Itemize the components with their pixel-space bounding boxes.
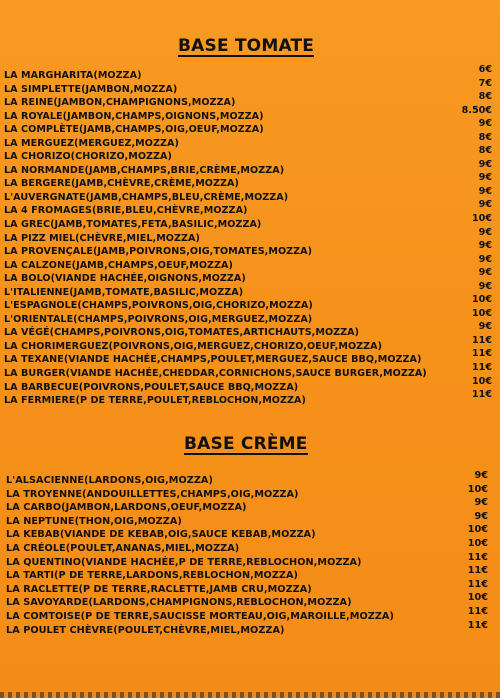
- menu-list-base-tomate: [4, 66, 494, 405]
- menu-item-price: 9€: [474, 497, 488, 509]
- menu-item-price: 9€: [474, 470, 488, 481]
- menu-item-name: LA SAVOYARDE(LARDONS,CHAMPIGNONS,REBLOCHON,MOZZA): [6, 597, 352, 609]
- menu-item: [4, 483, 494, 500]
- menu-item: [4, 296, 494, 310]
- menu-item: [4, 472, 494, 486]
- menu-item-price: 10€: [467, 592, 488, 604]
- menu-item-name: LA TROYENNE(ANDOUILLETTES,CHAMPS,OIG,MOZZA): [6, 488, 299, 500]
- menu-item-price: 10€: [467, 537, 488, 549]
- menu-item-name: L'ALSACIENNE(LARDONS,OIG,MOZZA): [6, 475, 213, 486]
- menu-item-name: LA BOLO(VIANDE HACHÉE,OIGNONS,MOZZA): [4, 273, 246, 285]
- menu-item-price: 9€: [478, 172, 492, 184]
- menu-item-price: 11€: [467, 565, 488, 577]
- menu-item-name: LA VÉGÉ(CHAMPS,POIVRONS,OIG,TOMATES,ARTICHAUTS,MOZZA): [4, 327, 360, 339]
- menu-item: [4, 253, 494, 271]
- menu-item-price: 9€: [478, 185, 492, 197]
- menu-item-name: LA PIZZ MIEL(CHÈVRE,MIEL,MOZZA): [4, 232, 200, 244]
- menu-item: [4, 578, 494, 595]
- menu-item-name: LA MARGHARITA(MOZZA): [4, 70, 142, 81]
- menu-item-price: 8.50€: [461, 104, 492, 116]
- menu-item-name: L'ITALIENNE(JAMB,TOMATE,BASILIC,MOZZA): [4, 286, 244, 298]
- menu-item-name: L'AUVERGNATE(JAMB,CHAMPS,BLEU,CRÈME,MOZZA): [4, 191, 289, 203]
- menu-item-price: 11€: [471, 348, 492, 360]
- menu-item-price: 10€: [467, 524, 488, 536]
- bottom-edge-strip: [0, 692, 500, 698]
- menu-item-price: 11€: [467, 605, 488, 617]
- menu-item-price: 9€: [478, 226, 492, 238]
- menu-item: [4, 66, 494, 80]
- menu-item-name: LA KEBAB(VIANDE DE KEBAB,OIG,SAUCE KEBAB,MOZZA): [6, 529, 316, 541]
- menu-item-price: 11€: [467, 551, 488, 563]
- menu-item: [4, 334, 494, 352]
- menu-item-price: 10€: [471, 213, 492, 225]
- menu-item-price: 9€: [478, 158, 492, 170]
- menu-item-name: LA CHORIZO(CHORIZO,MOZZA): [4, 151, 172, 163]
- menu-item-name: LA TEXANE(VIANDE HACHÉE,CHAMPS,POULET,MERGUEZ,SAUCE BBQ,MOZZA): [4, 354, 422, 366]
- menu-item: [4, 619, 494, 636]
- menu-item-name: LA ROYALE(JAMBON,CHAMPS,OIGNONS,MOZZA): [4, 110, 264, 122]
- menu-item: [4, 269, 494, 283]
- menu-list-base-creme: [4, 472, 494, 635]
- menu-item: [4, 551, 494, 568]
- menu-item-price: 9€: [478, 118, 492, 130]
- menu-item-name: LA CALZONE(JAMB,CHAMPS,OEUF,MOZZA): [4, 259, 233, 271]
- menu-item: [4, 307, 494, 325]
- menu-item-name: LA RACLETTE(P DE TERRE,RACLETTE,JAMB CRU,MOZZA): [6, 583, 312, 595]
- menu-item-name: LA MERGUEZ(MERGUEZ,MOZZA): [4, 137, 179, 149]
- menu-item-name: LA REINE(JAMBON,CHAMPIGNONS,MOZZA): [4, 97, 236, 109]
- menu-item-price: 9€: [478, 267, 492, 279]
- menu-item: [4, 226, 494, 244]
- menu-item-name: LA FERMIERE(P DE TERRE,POULET,REBLOCHON,MOZZA): [4, 395, 306, 407]
- menu-item: [4, 201, 494, 215]
- menu-item-name: L'ORIENTALE(CHAMPS,POIVRONS,OIG,MERGUEZ,MOZZA): [4, 313, 313, 325]
- menu-item-price: 8€: [478, 131, 492, 143]
- menu-item-name: LA BARBECUE(POIVRONS,POULET,SAUCE BBQ,MOZZA): [4, 381, 299, 393]
- menu-item: [4, 215, 494, 229]
- menu-item: [4, 242, 494, 256]
- menu-item-price: 11€: [467, 578, 488, 590]
- menu-item-price: 9€: [478, 280, 492, 292]
- menu-item-price: 9€: [478, 199, 492, 211]
- menu-item-price: 7€: [478, 77, 492, 89]
- menu-item: [4, 174, 494, 188]
- menu-item-price: 8€: [478, 91, 492, 103]
- menu-item-name: LA COMPLÈTE(JAMB,CHAMPS,OIG,OEUF,MOZZA): [4, 124, 264, 136]
- menu-item-name: LA BURGER(VIANDE HACHÉE,CHEDDAR,CORNICHONS,SAUCE BURGER,MOZZA): [4, 368, 427, 380]
- menu-item: [4, 77, 494, 95]
- menu-item: [4, 364, 494, 378]
- menu-item: [4, 147, 494, 161]
- section-title-base-tomate: BASE TOMATE: [178, 36, 315, 56]
- menu-item-name: LA BERGERE(JAMB,CHÈVRE,CRÈME,MOZZA): [4, 178, 239, 190]
- menu-item: [4, 526, 494, 540]
- menu-item: [4, 605, 494, 622]
- menu-item-price: 10€: [471, 307, 492, 319]
- menu-item-price: 11€: [467, 619, 488, 631]
- menu-item-price: 9€: [478, 253, 492, 265]
- menu-item: [4, 131, 494, 149]
- menu-item-price: 9€: [474, 510, 488, 522]
- menu-item: [4, 510, 494, 527]
- menu-item-price: 11€: [471, 334, 492, 346]
- menu-item-name: LA COMTOISE(P DE TERRE,SAUCISSE MORTEAU,OIG,MAROILLE,MOZZA): [6, 610, 394, 622]
- menu-item-price: 11€: [471, 389, 492, 401]
- menu-item: [4, 567, 494, 581]
- menu-item-name: LA 4 FROMAGES(BRIE,BLEU,CHÈVRE,MOZZA): [4, 205, 248, 217]
- section-title-base-creme: BASE CRÈME: [184, 434, 308, 454]
- menu-item-name: L'ESPAGNOLE(CHAMPS,POIVRONS,OIG,CHORIZO,MOZZA): [4, 300, 313, 312]
- menu-item: [4, 350, 494, 364]
- menu-item-name: LA NORMANDE(JAMB,CHAMPS,BRIE,CRÈME,MOZZA): [4, 164, 285, 176]
- menu-item: [4, 537, 494, 554]
- menu-item-price: 6€: [478, 64, 492, 75]
- menu-item: [4, 93, 494, 107]
- menu-item: [4, 185, 494, 203]
- menu-item-name: LA NEPTUNE(THON,OIG,MOZZA): [6, 515, 182, 527]
- menu-item-price: 10€: [471, 375, 492, 387]
- menu-item: [4, 104, 494, 122]
- menu-item-price: 11€: [471, 362, 492, 374]
- menu-item: [4, 280, 494, 298]
- menu-item: [4, 120, 494, 134]
- menu-item: [4, 158, 494, 176]
- menu-item-name: LA QUENTINO(VIANDE HACHÉE,P DE TERRE,REBLOCHON,MOZZA): [6, 556, 362, 568]
- menu-item: [4, 375, 494, 393]
- menu-item-price: 10€: [471, 294, 492, 306]
- menu-item-price: 10€: [467, 483, 488, 495]
- menu-item-price: 8€: [478, 145, 492, 157]
- menu-item-name: LA CRÉOLE(POULET,ANANAS,MIEL,MOZZA): [6, 542, 240, 554]
- menu-item: [4, 391, 494, 405]
- menu-item: [4, 594, 494, 608]
- menu-item-name: LA TARTI(P DE TERRE,LARDONS,REBLOCHON,MOZZA): [6, 570, 298, 582]
- menu-item-name: LA CARBO(JAMBON,LARDONS,OEUF,MOZZA): [6, 502, 247, 514]
- menu-item: [4, 323, 494, 337]
- menu-item-name: LA GREC(JAMB,TOMATES,FETA,BASILIC,MOZZA): [4, 219, 262, 231]
- menu-item-price: 9€: [478, 321, 492, 333]
- menu-item-name: LA PROVENÇALE(JAMB,POIVRONS,OIG,TOMATES,MOZZA): [4, 246, 313, 258]
- menu-item-name: LA CHORIMERGUEZ(POIVRONS,OIG,MERGUEZ,CHORIZO,OEUF,MOZZA): [4, 340, 383, 352]
- menu-item-name: LA SIMPLETTE(JAMBON,MOZZA): [4, 83, 178, 95]
- menu-item: [4, 499, 494, 513]
- menu-item-name: LA POULET CHÈVRE(POULET,CHÈVRE,MIEL,MOZZA): [6, 624, 285, 636]
- menu-item-price: 9€: [478, 240, 492, 252]
